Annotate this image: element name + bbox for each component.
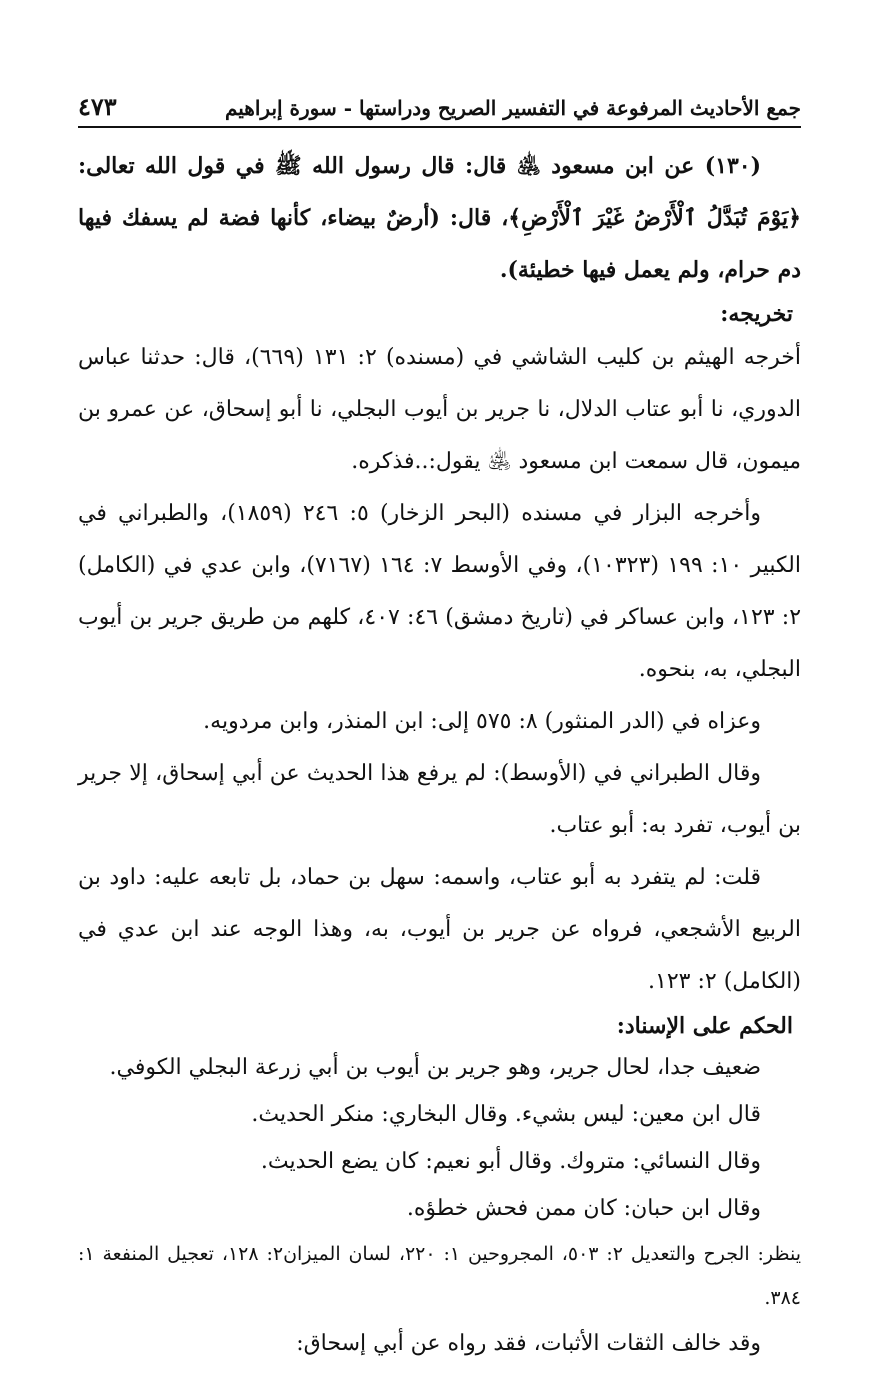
- page-header: [78, 92, 801, 128]
- ruling-line-2: قال ابن معين: ليس بشيء. وقال البخاري: منكر الحديث.: [251, 1102, 761, 1127]
- page-number: ٤٧٣: [78, 92, 117, 121]
- page-body: [78, 140, 801, 1367]
- takhrij-paragraph-4: وقال الطبراني في (الأوسط): لم يرفع هذا الحديث عن أبي إسحاق، إلا جرير بن أيوب، تفرد به: أبو عتاب.: [78, 761, 801, 838]
- takhrij-paragraph-1: أخرجه الهيثم بن كليب الشاشي في (مسنده) ٢: ١٣١ (٦٦٩)، قال: حدثنا عباس الدوري، نا أبو عتاب الدلال، نا جرير بن أيوب البجلي، نا أبو إسحاق، عن عمرو بن ميمون، قال سمعت ابن مسعود ﵁ يقول:..فذكره.: [78, 345, 801, 474]
- takhrij-paragraph-2: وأخرجه البزار في مسنده (البحر الزخار) ٥: ٢٤٦ (١٨٥٩)، والطبراني في الكبير ١٠: ١٩٩ (١٠٣٢٣)، وفي الأوسط ٧: ١٦٤ (٧١٦٧)، وابن عدي في (الكامل) ٢: ١٢٣، وابن عساكر في (تاريخ دمشق) ٤٦: ٤٠٧، كلهم من طريق جرير بن أيوب البجلي، به، بنحوه.: [78, 501, 802, 682]
- ruling-heading: الحكم على الإسناد:: [616, 1013, 793, 1039]
- closing-line: وقد خالف الثقات الأثبات، فقد رواه عن أبي إسحاق:: [296, 1331, 761, 1356]
- ruling-line-1: ضعيف جدا، لحال جرير، وهو جرير بن أيوب بن أبي زرعة البجلي الكوفي.: [109, 1055, 761, 1080]
- running-title: جمع الأحاديث المرفوعة في التفسير الصريح ودراستها - سورة إبراهيم: [224, 96, 801, 120]
- ruling-line-4: وقال ابن حبان: كان ممن فحش خطؤه.: [406, 1196, 761, 1221]
- takhrij-paragraph-5: قلت: لم يتفرد به أبو عتاب، واسمه: سهل بن حماد، بل تابعه عليه: داود بن الربيع الأشجعي، فرواه عن جرير بن أيوب، به، وهذا الوجه عند ابن عدي في (الكامل) ٢: ١٢٣.: [78, 865, 801, 994]
- references-note: ينظر: الجرح والتعديل ٢: ٥٠٣، المجروحين ١: ٢٢٠، لسان الميزان٢: ١٢٨، تعجيل المنفعة ١: ٣٨٤.: [78, 1243, 801, 1309]
- takhrij-paragraph-3: وعزاه في (الدر المنثور) ٨: ٥٧٥ إلى: ابن المنذر، وابن مردويه.: [203, 709, 761, 734]
- hadith-text: (١٣٠) عن ابن مسعود ﵁ قال: قال رسول الله ﷺ في قول الله تعالى: ﴿يَوْمَ تُبَدَّلُ ٱلْأَرْضُ غَيْرَ ٱلْأَرْضِ﴾، قال: (أرضٌ بيضاء، كأنها فضة لم يسفك فيها دم حرام، ولم يعمل فيها خطيئة).: [78, 153, 801, 283]
- takhrij-heading: تخريجه:: [720, 301, 793, 327]
- ruling-line-3: وقال النسائي: متروك. وقال أبو نعيم: كان يضع الحديث.: [260, 1149, 761, 1174]
